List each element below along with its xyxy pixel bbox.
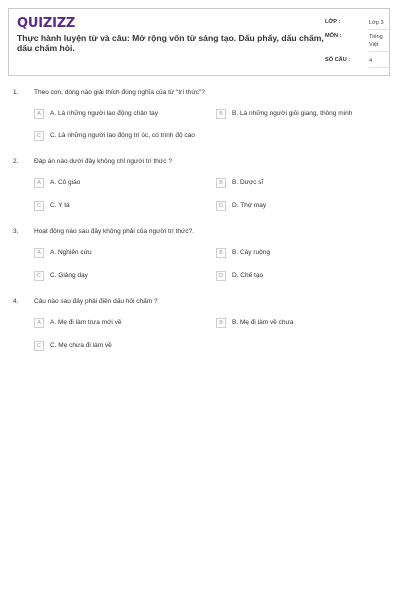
quizizz-logo: QUIZIZZ [17,16,76,31]
option-text: A. Mẹ đi làm trưa mới về [50,319,122,326]
count-label: SỐ CÂU : [325,57,351,63]
worksheet-meta [325,9,391,75]
worksheet-header [8,8,390,76]
grade-value: Lớp 3 [369,19,391,30]
option-letter: A [34,248,44,258]
question-number: 2. [13,158,19,165]
option-text: D. Thợ may [232,202,267,209]
option-letter: A [34,178,44,188]
option-text: A. Nghiên cứu [50,249,92,256]
question-text: Theo con, dòng nào giải thích đúng nghĩa của từ "trí thức"? [34,89,205,96]
option-text: B. Mẹ đi làm về chưa [232,319,294,326]
option-letter: C [34,201,44,211]
question-text: Hoạt động nào sau đây không phải của người trí thức?. [34,228,195,235]
option-text: A. Là những người lao động chân tay [50,110,159,117]
option-letter: A [34,318,44,328]
option-letter: C [34,131,44,141]
question-number: 1. [13,89,19,96]
subject-value: Tiếng Việt [369,33,389,52]
option-letter: A [34,109,44,119]
option-text: C. Mẹ chưa đi làm về [50,342,112,349]
option-text: C. Y tá [50,202,70,209]
count-value: 4 [369,57,391,68]
option-letter: D [216,271,226,281]
option-text: B. Là những người giỏi giang, thông minh [232,110,353,117]
option-text: B. Dược sĩ [232,179,264,186]
option-text: C. Là những người lao động trí óc, có trình độ cao [50,132,195,139]
question-number: 3. [13,228,19,235]
option-letter: B [216,178,226,188]
question-text: Đáp án nào dưới đây không chỉ người trí thức ? [34,158,172,165]
option-letter: B [216,109,226,119]
option-letter: D [216,201,226,211]
option-letter: B [216,318,226,328]
subject-label: MÔN : [325,33,342,39]
question-text: Câu nào sau đây phải điền dấu hỏi chấm ? [34,298,158,305]
option-text: A. Cô giáo [50,179,81,186]
option-text: B. Cày ruộng [232,249,270,256]
option-letter: C [34,341,44,351]
option-text: C. Giảng dạy [50,272,88,279]
question-number: 4. [13,298,19,305]
grade-label: LỚP : [325,19,341,25]
option-text: D. Chế tạo [232,272,264,279]
option-letter: B [216,248,226,258]
option-letter: C [34,271,44,281]
worksheet-title: Thực hành luyện từ và câu: Mở rộng vốn từ sáng tạo. Dấu phẩy, dấu chấm, dấu chấm hỏi. [17,33,324,53]
